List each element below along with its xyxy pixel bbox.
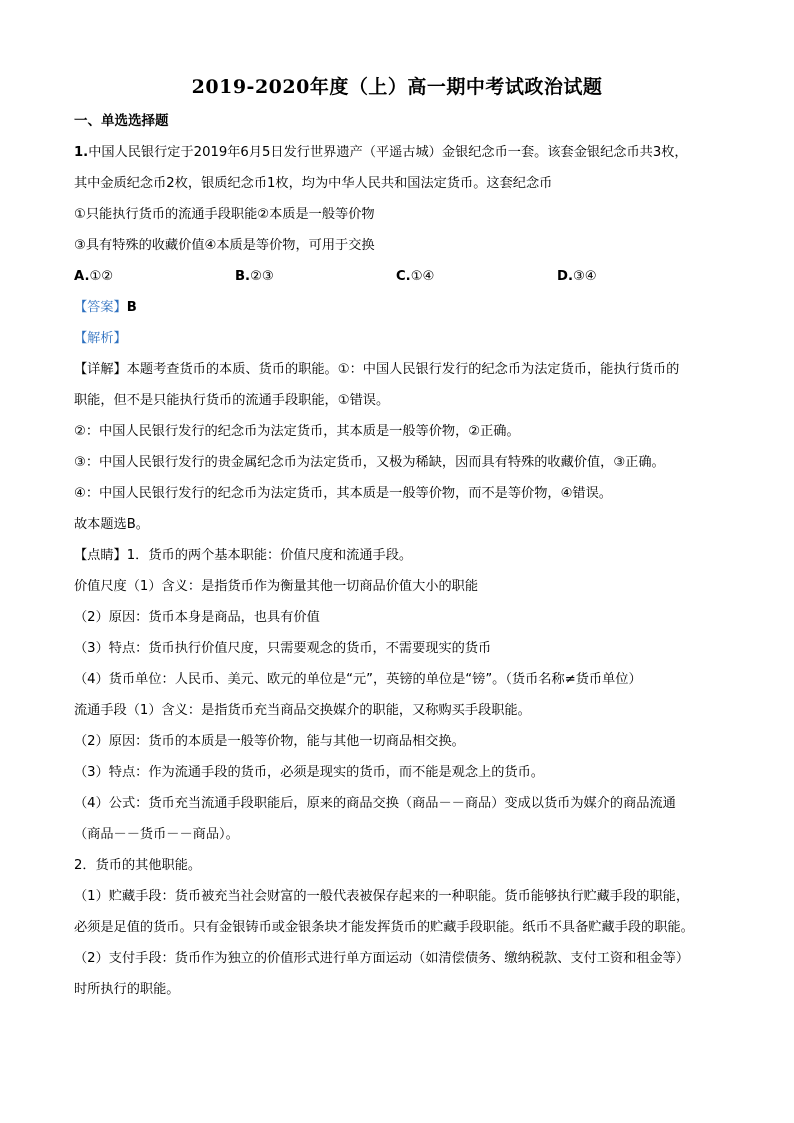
detail-line-3: ②：中国人民银行发行的纪念币为法定货币，其本质是一般等价物，②正确。 [74, 424, 520, 439]
points-line-7: （2）原因：货币的本质是一般等价物，能与其他一切商品相交换。 [74, 734, 465, 749]
document-body [74, 106, 729, 1005]
answer-options [74, 261, 729, 292]
question-line-1 [74, 137, 729, 168]
points-line-1: 【点睛】1．货币的两个基本职能：价值尺度和流通手段。 [74, 548, 413, 563]
option-b-text: ②③ [250, 269, 274, 284]
detail-line-2: 职能，但不是只能执行货币的流通手段职能，①错误。 [74, 393, 390, 408]
question-statement-1: ①只能执行货币的流通手段职能②本质是一般等价物 [74, 207, 375, 222]
points-line-13: 必须是足值的货币。只有金银铸币或金银条块才能发挥货币的贮藏手段职能。纸币不具备贮藏手段的职能。 [74, 920, 694, 935]
answer-value: B [126, 300, 137, 315]
option-c [396, 261, 557, 292]
points-line-5: （4）货币单位：人民币、美元、欧元的单位是“元”，英镑的单位是“镑”。（货币名称≠货币单位） [74, 672, 642, 687]
points-line-6: 流通手段（1）含义：是指货币充当商品交换媒介的职能，又称购买手段职能。 [74, 703, 531, 718]
points-line-10: （商品－－货币－－商品）。 [74, 827, 239, 842]
option-d [557, 261, 718, 292]
points-line-3: （2）原因：货币本身是商品，也具有价值 [74, 610, 320, 625]
points-line-15: 时所执行的职能。 [74, 982, 180, 997]
option-b-letter: B. [235, 269, 251, 284]
points-line-9: （4）公式：货币充当流通手段职能后，原来的商品交换（商品－－商品）变成以货币为媒介的商品流通 [74, 796, 676, 811]
detail-line-6: 故本题选B。 [74, 517, 149, 532]
points-line-8: （3）特点：作为流通手段的货币，必须是现实的货币，而不能是观念上的货币。 [74, 765, 544, 780]
page-title: 2019-2020年度（上）高一期中考试政治试题 [191, 76, 603, 98]
option-c-letter: C. [396, 269, 411, 284]
option-d-text: ③④ [572, 269, 597, 284]
option-a-letter: A. [74, 269, 90, 284]
question-text-1: 中国人民银行定于2019年6月5日发行世界遗产（平遥古城）金银纪念币一套。该套金银纪念币共3枚， [88, 145, 688, 160]
section-heading: 一、单选选择题 [74, 113, 169, 129]
points-line-4: （3）特点：货币执行价值尺度，只需要观念的货币，不需要现实的货币 [74, 641, 492, 656]
detail-line-4: ③：中国人民银行发行的贵金属纪念币为法定货币，又极为稀缺，因而具有特殊的收藏价值，③正确。 [74, 455, 665, 470]
points-line-14: （2）支付手段：货币作为独立的价值形式进行单方面运动（如清偿债务、缴纳税款、支付工资和租金等） [74, 951, 690, 966]
analysis-label: 【解析】 [74, 331, 127, 346]
points-line-2: 价值尺度（1）含义：是指货币作为衡量其他一切商品价值大小的职能 [74, 579, 479, 594]
question-number: 1. [74, 145, 89, 160]
option-d-letter: D. [557, 269, 573, 284]
question-line-2: 其中金质纪念币2枚，银质纪念币1枚，均为中华人民共和国法定货币。这套纪念币 [74, 176, 553, 191]
answer-line [74, 292, 729, 323]
answer-label: 【答案】 [74, 300, 127, 315]
points-line-11: 2．货币的其他职能。 [74, 858, 202, 873]
option-b [235, 261, 396, 292]
option-a-text: ①② [89, 269, 114, 284]
option-c-text: ①④ [410, 269, 435, 284]
detail-line-5: ④：中国人民银行发行的纪念币为法定货币，其本质是一般等价物，而不是等价物，④错误。 [74, 486, 612, 501]
detail-line-1: 【详解】本题考查货币的本质、货币的职能。①：中国人民银行发行的纪念币为法定货币，能执行货币的 [74, 362, 680, 377]
points-line-12: （1）贮藏手段：货币被充当社会财富的一般代表被保存起来的一种职能。货币能够执行贮藏手段的职能， [74, 889, 690, 904]
question-statement-2: ③具有特殊的收藏价值④本质是等价物，可用于交换 [74, 238, 375, 253]
option-a [74, 261, 235, 292]
